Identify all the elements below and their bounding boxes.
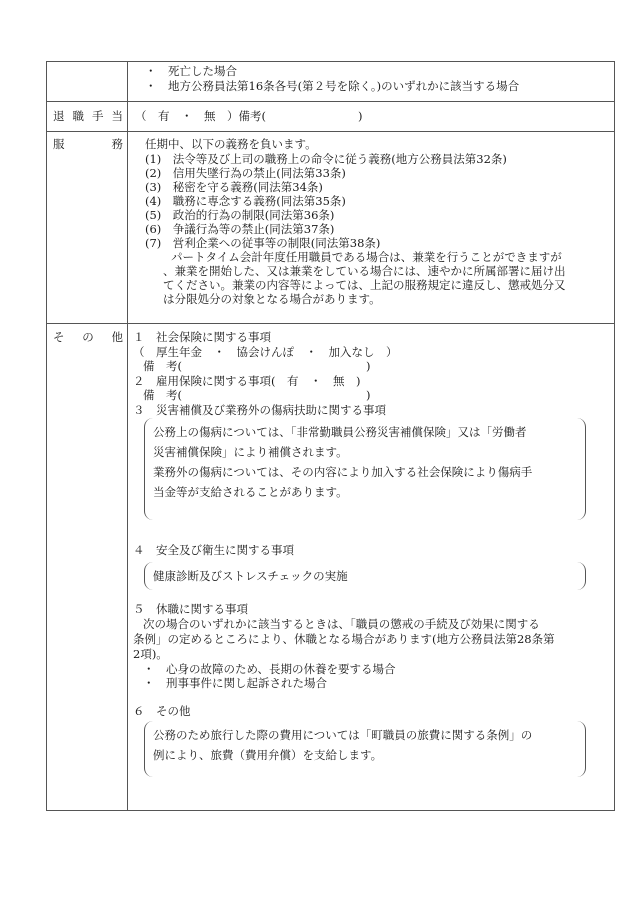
leave-body-line: 条例」の定めるところにより、休職となる場合があります(地方公務員法第28条第 bbox=[133, 632, 555, 646]
row-divider bbox=[47, 323, 614, 324]
bracket-left bbox=[144, 562, 153, 590]
accident-box-line: 災害補償保険」により補償されます。 bbox=[153, 445, 348, 459]
duty-note-line: は分限処分の対象となる場合があります。 bbox=[163, 292, 381, 306]
leave-body-line: 2項)。 bbox=[133, 647, 168, 661]
duty-note-line: てください。兼業の内容等によっては、上記の服務規定に違反し、懲戒処分又 bbox=[163, 278, 566, 292]
misc-box-line: 公務のため旅行した際の費用については「町職員の旅費に関する条例」の bbox=[153, 728, 533, 742]
bracket-right bbox=[577, 562, 586, 590]
duty-item: (5) 政治的行為の制限(同法第36条) bbox=[145, 208, 335, 222]
duty-label: 服 務 bbox=[53, 137, 123, 151]
duty-item: (2) 信用失墜行為の禁止(同法第33条) bbox=[145, 166, 346, 180]
duty-intro: 任期中、以下の義務を負います。 bbox=[145, 137, 317, 151]
duty-item: (1) 法令等及び上司の職務上の命令に従う義務(地方公務員法第32条) bbox=[145, 152, 507, 166]
duty-item: (6) 争議行為等の禁止(同法第37条) bbox=[145, 222, 335, 236]
safety-health-title: ４ 安全及び衛生に関する事項 bbox=[133, 543, 294, 557]
duty-item: (7) 営利企業への従事等の制限(同法第38条) bbox=[145, 236, 381, 250]
safety-health-box: 健康診断及びストレスチェックの実施 bbox=[153, 569, 348, 583]
employment-insurance-title: ２ 雇用保険に関する事項( 有 ・ 無 ) bbox=[133, 374, 361, 388]
leave-title: ５ 休職に関する事項 bbox=[133, 602, 248, 616]
social-insurance-title: １ 社会保険に関する事項 bbox=[133, 330, 271, 344]
dismissal-bullet-law16: ・ 地方公務員法第16条各号(第２号を除く。)のいずれかに該当する場合 bbox=[145, 79, 520, 93]
accident-box-line: 業務外の傷病については、その内容により加入する社会保険により傷病手 bbox=[153, 465, 533, 479]
duty-note-line: 、兼業を開始した、又は兼業をしている場合には、速やかに所属部署に届け出 bbox=[163, 264, 566, 278]
leave-body-line: 次の場合のいずれかに該当するときは、「職員の懲戒の手続及び効果に関する bbox=[143, 617, 540, 631]
social-insurance-options: （ 厚生年金 ・ 協会けんぽ ・ 加入なし ） bbox=[133, 345, 398, 359]
row-divider bbox=[47, 101, 614, 102]
accident-compensation-title: ３ 災害補償及び業務外の傷病扶助に関する事項 bbox=[133, 403, 386, 417]
accident-box-line: 当金等が支給されることがあります。 bbox=[153, 485, 348, 499]
retirement-allowance-value: （ 有 ・ 無 ）備考( ) bbox=[135, 109, 363, 123]
accident-box-line: 公務上の傷病については、「非常勤職員公務災害補償保険」又は「労働者 bbox=[153, 425, 527, 439]
conditions-table bbox=[46, 61, 615, 811]
bracket-right bbox=[575, 721, 586, 777]
bracket-right bbox=[575, 418, 586, 520]
dismissal-bullet-death: ・ 死亡した場合 bbox=[145, 64, 237, 78]
leave-bullet: ・ 心身の故障のため、長期の休養を要する場合 bbox=[143, 662, 396, 676]
row-divider bbox=[47, 131, 614, 132]
misc-title: ６ その他 bbox=[133, 704, 191, 718]
duty-item: (4) 職務に専念する義務(同法第35条) bbox=[145, 194, 346, 208]
duty-note-line: パートタイム会計年度任用職員である場合は、兼業を行うことができますが bbox=[171, 250, 562, 264]
misc-box-line: 例により、旅費（費用弁償）を支給します。 bbox=[153, 748, 383, 762]
employment-insurance-note: 備 考( ) bbox=[143, 388, 371, 402]
retirement-allowance-label: 退職手当 bbox=[53, 109, 123, 123]
column-divider bbox=[127, 62, 128, 810]
other-label: そ の 他 bbox=[53, 330, 123, 344]
leave-bullet: ・ 刑事事件に関し起訴された場合 bbox=[143, 676, 327, 690]
social-insurance-note: 備 考( ) bbox=[143, 359, 371, 373]
duty-item: (3) 秘密を守る義務(同法第34条) bbox=[145, 180, 323, 194]
